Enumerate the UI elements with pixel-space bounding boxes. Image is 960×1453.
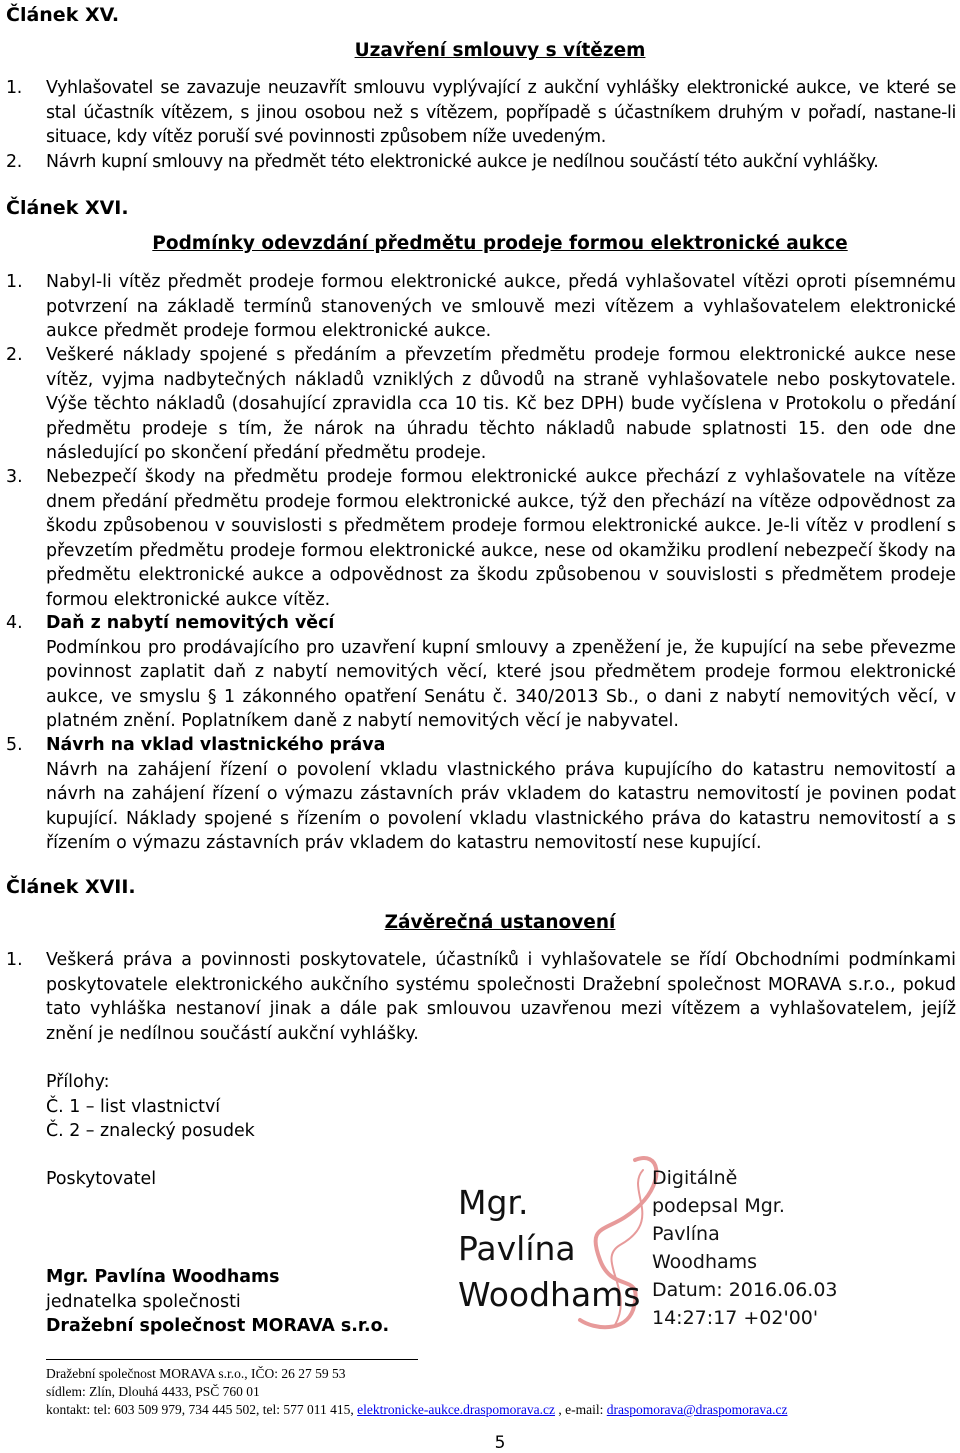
section-title: Daň z nabytí nemovitých věcí	[46, 613, 335, 633]
list-number: 1.	[6, 78, 22, 98]
footer-contact-line	[46, 1401, 958, 1419]
stamp-info-line: 14:27:17 +02'00'	[652, 1307, 819, 1329]
article-16-paragraph-5: Návrh na zahájení řízení o povolení vkladu vlastnického práva kupujícího do katastru nemovitostí a návrh na zahájení řízení o výmazu zástavních práv vkladem do katastru nemovitostí je povinen podat kupující. Náklady spojené s řízením o povolení vkladu vlastnického práva do katastru nemovitostí a s řízením o výmazu zástavních práv vkladem do katastru nemovitostí nese kupující.	[46, 759, 956, 853]
list-number: 3.	[6, 467, 23, 487]
stamp-info-line: Woodhams	[652, 1251, 758, 1273]
stamp-info-line: Datum: 2016.06.03	[652, 1279, 838, 1301]
article-16-section-4	[46, 611, 956, 734]
article-16-heading: Článek XVI.	[6, 197, 129, 219]
list-number: 5.	[6, 735, 23, 755]
page-footer	[46, 1365, 958, 1419]
list-number: 2.	[6, 345, 23, 365]
stamp-name-line: Mgr.	[458, 1183, 529, 1222]
stamp-info-line: podepsal Mgr.	[652, 1195, 785, 1217]
attachment-item: Č. 1 – list vlastnictví	[46, 1096, 221, 1117]
section-title: Návrh na vklad vlastnického práva	[46, 735, 386, 755]
signatory-block	[46, 1265, 389, 1339]
list-number: 1.	[6, 272, 23, 292]
article-15-paragraph-1: Vyhlašovatel se zavazuje neuzavřít smlouvu vyplývající z aukční vyhlášky elektronické aukce, ve které se stal účastník vítězem, s jinou osobou než s vítězem, popřípadě s účastníkem druhým v pořadí, nastane-li situace, kdy vítěz poruší své povinnosti způsobem níže uvedeným.	[46, 78, 956, 147]
article-17-title: Závěrečná ustanovení	[384, 912, 616, 933]
footer-company-line: Dražební společnost MORAVA s.r.o., IČO: 26 27 59 53	[46, 1366, 346, 1381]
signatory-role: Poskytovatel	[46, 1169, 157, 1189]
footer-address-line: sídlem: Zlín, Dlouhá 4433, PSČ 760 01	[46, 1384, 260, 1399]
website-link[interactable]: elektronicke-aukce.draspomorava.cz	[357, 1402, 556, 1417]
digital-signature-name	[458, 1180, 641, 1318]
email-link[interactable]: draspomorava@draspomorava.cz	[606, 1402, 788, 1417]
signatory-name: Mgr. Pavlína Woodhams	[46, 1267, 280, 1287]
signatory-position: jednatelka společnosti	[46, 1291, 241, 1312]
list-number: 1.	[6, 950, 23, 970]
article-16-paragraph-2: Veškeré náklady spojené s předáním a převzetím předmětu prodeje formou elektronické aukce nese vítěz, vyjma nadbytečných nákladů vzniklých z důvodů na straně vyhlašovatele nebo poskytovatele. Výše těchto nákladů (dosahující zpravidla cca 10 tis. Kč bez DPH) bude vyčíslena v Protokolu o předání předmětu prodeje s tím, že nárok na úhradu těchto nákladů nabude splatnosti 15. den ode dne následující po skončení předání předmětu prodeje.	[46, 345, 956, 463]
article-16-paragraph-1: Nabyl-li vítěz předmět prodeje formou elektronické aukce, předá vyhlašovatel vítězi oproti písemnému potvrzení na základě termínů stanovených ve smlouvě mezi vítězem a vyhlašovatelem elektronické aukce předmět prodeje formou elektronické aukce.	[46, 272, 956, 341]
article-16-section-5	[46, 733, 956, 856]
footer-phone-text: kontakt: tel: 603 509 979, 734 445 502, tel: 577 011 415,	[46, 1402, 358, 1417]
stamp-name-line: Woodhams	[458, 1275, 641, 1314]
article-17-paragraph-1: Veškerá práva a povinnosti poskytovatele, účastníků i vyhlašovatele se řídí Obchodními podmínkami poskytovatele elektronického aukčního systému společnosti Dražební společnost MORAVA s.r.o., pokud tato vyhláška nestanoví jinak a dále pak smlouvou uzavřenou mezi vítězem a vyhlašovatelem, jejíž znění je nedílnou součástí aukční vyhlášky.	[46, 950, 956, 1044]
list-number: 2.	[6, 152, 22, 172]
footer-email-label: , e-mail:	[555, 1402, 607, 1417]
article-15-heading: Článek XV.	[6, 4, 120, 26]
article-16-paragraph-3: Nebezpečí škody na předmětu prodeje formou elektronické aukce přechází z vyhlašovatele na vítěze dnem předání předmětu prodeje formou elektronické aukce, týž den přechází na vítěze odpovědnost za škodu způsobenou v souvislosti s předmětem prodeje formou elektronické aukce. Je-li vítěz v prodlení s převzetím předmětu prodeje formou elektronické aukce, nese od okamžiku prodlení nebezpečí škody na předmětu elektronické aukce a odpovědnost za škodu způsobenou v souvislosti s předmětem prodeje formou elektronické aukce vítěz.	[46, 467, 956, 610]
article-16-title: Podmínky odevzdání předmětu prodeje formou elektronické aukce	[152, 233, 848, 254]
signatory-company: Dražební společnost MORAVA s.r.o.	[46, 1316, 390, 1336]
digital-signature-info	[652, 1164, 838, 1332]
attachments-label: Přílohy:	[46, 1072, 110, 1092]
list-number: 4.	[6, 613, 23, 633]
article-17-heading: Článek XVII.	[6, 876, 136, 898]
stamp-name-line: Pavlína	[458, 1229, 576, 1268]
attachment-item: Č. 2 – znalecký posudek	[46, 1121, 255, 1141]
stamp-info-line: Digitálně	[652, 1167, 738, 1189]
article-16-paragraph-4: Podmínkou pro prodávajícího pro uzavření kupní smlouvy a zpeněžení je, že kupující na sebe převezme povinnost zaplatit daň z nabytí nemovitých věcí, které jsou předmětem prodeje formou elektronické aukce, ve smyslu § 1 zákonného opatření Senátu č. 340/2013 Sb., o dani z nabytí nemovitých věcí, v platném znění. Poplatníkem daně z nabytí nemovitých věcí je nabyvatel.	[46, 637, 956, 731]
article-15-paragraph-2: Návrh kupní smlouvy na předmět této elektronické aukce je nedílnou součástí této aukční vyhlášky.	[46, 152, 879, 172]
attachments-list	[46, 1070, 255, 1144]
article-15-title: Uzavření smlouvy s vítězem	[354, 40, 646, 61]
footer-divider	[46, 1359, 418, 1360]
stamp-info-line: Pavlína	[652, 1223, 720, 1245]
page-number: 5	[494, 1433, 506, 1453]
